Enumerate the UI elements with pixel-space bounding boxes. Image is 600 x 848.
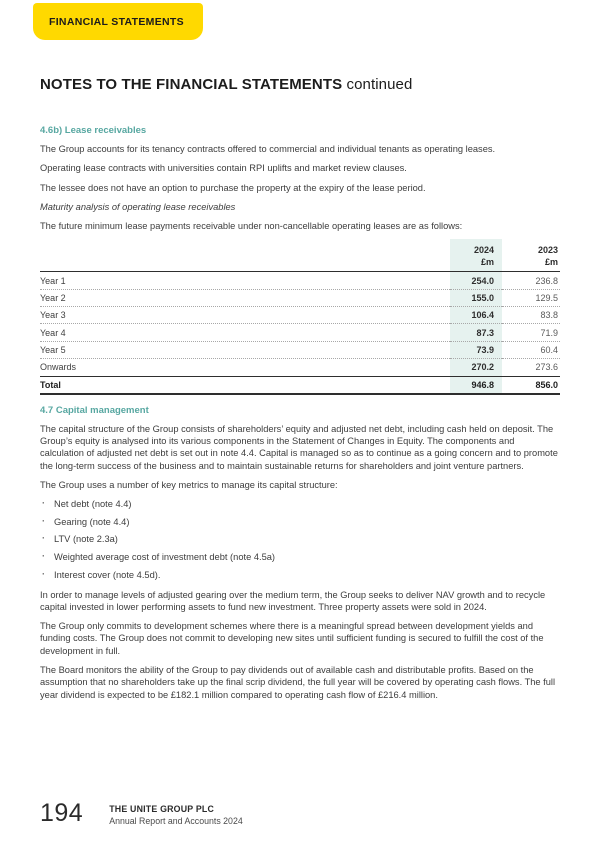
- row-value-2024: 73.9: [450, 341, 502, 358]
- total-value-2024: 946.8: [450, 376, 502, 394]
- row-label: Year 4: [40, 324, 450, 341]
- row-value-2023: 236.8: [535, 275, 558, 286]
- page-title-suffix: continued: [342, 76, 413, 93]
- capital-metrics-list: [42, 498, 560, 580]
- table-unit-empty: [40, 256, 450, 272]
- company-name: THE UNITE GROUP PLC: [109, 803, 215, 814]
- list-item: · Interest cover (note 4.5d).: [42, 569, 560, 581]
- total-label: Total: [40, 376, 450, 394]
- capital-paragraph-2: The Group uses a number of key metrics to manage its capital structure:: [40, 480, 338, 491]
- lease-maturity-caption: Maturity analysis of operating lease receivables: [40, 201, 236, 212]
- list-item: · LTV (note 2.3a): [42, 533, 560, 545]
- capital-paragraph-4: The Group only commits to development schemes where there is a meaningful spread between development yields and funding costs. The Group does not commit to developing new sites until sufficient funding is secured to fulfill the cost of the development in full.: [40, 621, 544, 656]
- row-value-2024: 270.2: [450, 359, 502, 376]
- unit-label-2023: £m: [502, 256, 560, 272]
- row-value-2024: 254.0: [450, 272, 502, 289]
- table-header-empty: [40, 239, 450, 256]
- lease-paragraph-3: The lessee does not have an option to purchase the property at the expiry of the lease period.: [40, 182, 426, 193]
- table-header-year-row: [40, 239, 560, 256]
- row-value-2023: 60.4: [502, 341, 560, 358]
- row-label: Year 3: [40, 307, 450, 324]
- row-value-2023: 129.5: [502, 289, 560, 306]
- unit-label-2024: £m: [450, 256, 502, 272]
- row-value-2023: 273.6: [502, 359, 560, 376]
- page-number: 194: [40, 798, 84, 827]
- table-total-row: [40, 376, 560, 394]
- table-row: [40, 324, 560, 341]
- row-value-2023: 83.8: [502, 307, 560, 324]
- capital-paragraph-1: The capital structure of the Group consists of shareholders’ equity and adjusted net debt, including cash held on deposit. The Group’s equity is analysed into its various components in the Statement of Changes in Equity. The components and calculation of adjusted net debt is set out in note 4.4. Capital is managed so as to continue as a going concern and to promote the long-term success of the business and to maintain sustainable returns for shareholders and joint venture partners.: [40, 423, 558, 471]
- section-heading-lease-receivables: 4.6b) Lease receivables: [40, 125, 147, 136]
- table-header-unit-row: [40, 256, 560, 272]
- page-footer: [40, 798, 243, 827]
- row-value-2024: 155.0: [450, 289, 502, 306]
- table-row: [40, 289, 560, 306]
- column-header-2024: 2024: [450, 239, 502, 256]
- table-row: [40, 307, 560, 324]
- row-label: Onwards: [40, 359, 450, 376]
- table-row: [40, 272, 560, 289]
- total-value-2023: 856.0: [502, 376, 560, 394]
- column-header-2023: 2023: [537, 245, 558, 256]
- row-value-2023: 71.9: [502, 324, 560, 341]
- row-label: Year 2: [40, 289, 450, 306]
- lease-paragraph-4: The future minimum lease payments receivable under non-cancellable operating leases are as follows:: [40, 221, 463, 232]
- lease-paragraph-1: The Group accounts for its tenancy contracts offered to commercial and individual tenants as operating leases.: [40, 144, 496, 154]
- page-title-main: NOTES TO THE FINANCIAL STATEMENTS: [40, 76, 343, 93]
- publication-info: [109, 802, 243, 827]
- table-row: [40, 359, 560, 376]
- list-item: · Weighted average cost of investment debt (note 4.5a): [42, 551, 560, 563]
- table-row: [40, 341, 560, 358]
- lease-maturity-table: [40, 239, 560, 395]
- row-label: Year 1: [40, 275, 66, 286]
- list-item: · Gearing (note 4.4): [42, 516, 560, 528]
- capital-paragraph-5: The Board monitors the ability of the Group to pay dividends out of available cash and distributable profits. Based on the assumption that no shareholders take up the final scrip dividend, the full year will be covered by operating cash flows. The full year dividend is expected to be £182.1 million compared to operating cash flow of £216.4 million.: [40, 665, 556, 700]
- section-tag-banner: [33, 3, 203, 40]
- capital-paragraph-3: In order to manage levels of adjusted gearing over the medium term, the Group seeks to deliver NAV growth and to recycle capital invested in lower performing assets to fund new investment. Three property assets were sold in 2024.: [40, 589, 546, 612]
- page-content: [0, 76, 600, 701]
- row-label: Year 5: [40, 341, 450, 358]
- list-item: · Net debt (note 4.4): [42, 498, 560, 510]
- lease-paragraph-2: Operating lease contracts with universities contain RPI uplifts and market review clauses.: [40, 163, 407, 174]
- section-tag-label: FINANCIAL STATEMENTS: [49, 16, 184, 28]
- page-title: [40, 76, 560, 93]
- row-value-2024: 106.4: [450, 307, 502, 324]
- report-title: Annual Report and Accounts 2024: [109, 816, 243, 826]
- row-value-2024: 87.3: [450, 324, 502, 341]
- section-heading-capital-management: 4.7 Capital management: [40, 404, 149, 416]
